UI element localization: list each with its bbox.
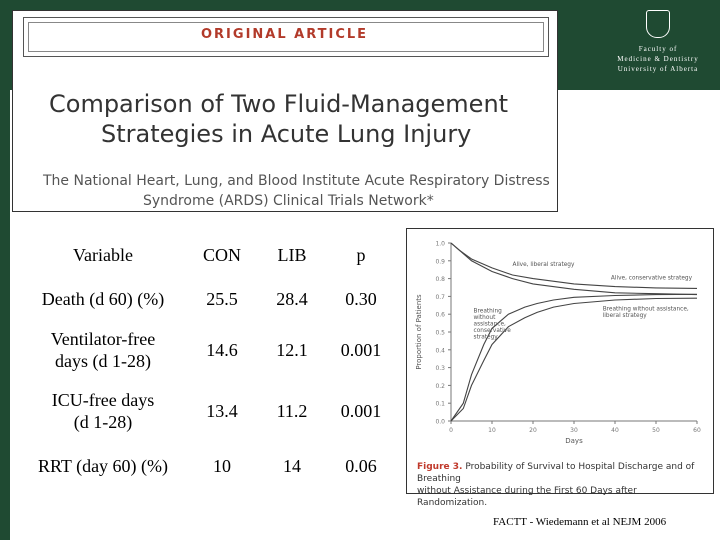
cell-variable: RRT (day 60) (%) [37, 456, 169, 476]
series-annotation: Alive, liberal strategy [512, 262, 575, 269]
series-annotation: assistance, [473, 321, 506, 328]
cell-variable-line: (d 1-28) [73, 412, 133, 432]
article-title-line: Strategies in Acute Lung Injury [101, 120, 472, 148]
university-logo [608, 10, 708, 82]
figure-caption-text: Probability of Survival to Hospital Discharge and of Breathing [417, 462, 695, 484]
article-subtitle [43, 171, 553, 211]
figure-caption-text: without Assistance during the First 60 Days after Randomization. [417, 486, 637, 508]
series-annotation: Breathing [473, 308, 502, 315]
series-annotation: Breathing without assistance, [602, 306, 689, 313]
figure-caption [417, 461, 707, 509]
series-annotation: without [473, 314, 496, 321]
cell-lib: 12.1 [276, 339, 308, 360]
cell-variable-line: days (d 1-28) [55, 351, 151, 371]
table-row [18, 284, 394, 314]
cell-lib: 11.2 [276, 400, 308, 421]
article-subtitle-line: Syndrome (ARDS) Clinical Trials Network* [143, 193, 434, 209]
cell-con: 10 [213, 455, 231, 476]
cell-lib: 14 [283, 455, 301, 476]
survival-chart [406, 228, 714, 508]
logo-line: Faculty of [638, 45, 678, 53]
y-tick-label: 0.2 [435, 382, 445, 390]
article-subtitle-line: The National Heart, Lung, and Blood Institute Acute Respiratory Distress [43, 173, 550, 189]
y-tick-label: 0.8 [435, 276, 445, 284]
y-tick-label: 0.7 [435, 293, 445, 301]
cell-variable [18, 386, 188, 436]
series-annotation: Alive, conservative strategy [610, 275, 693, 282]
cell-variable-line: Ventilator-free [50, 329, 156, 349]
y-tick-label: 0.6 [435, 311, 445, 319]
article-title-line: Comparison of Two Fluid-Management [49, 90, 509, 118]
logo-line: University of Alberta [617, 65, 699, 73]
y-tick-label: 0.4 [435, 347, 445, 355]
table-row [18, 386, 394, 436]
header-variable: Variable [73, 244, 133, 265]
y-tick-label: 0.3 [435, 365, 445, 373]
y-axis-label: Proportion of Patients [415, 294, 423, 370]
y-tick-label: 1.0 [435, 240, 445, 248]
cell-variable [18, 314, 188, 386]
cell-lib: 28.4 [276, 288, 308, 309]
cell-con: 13.4 [206, 400, 238, 421]
x-axis-label: Days [565, 437, 583, 445]
figure-caption-label: Figure 3. [417, 462, 463, 472]
header-p: p [356, 244, 366, 265]
article-title [49, 89, 549, 149]
series-annotation: conservative [473, 327, 511, 334]
x-tick-label: 20 [529, 427, 537, 434]
table-row [18, 436, 394, 496]
cell-p: 0.001 [340, 339, 382, 360]
table-row [18, 314, 394, 386]
original-article-label: ORIGINAL ARTICLE [201, 27, 369, 42]
x-tick-label: 50 [652, 427, 660, 434]
series-line [451, 243, 697, 295]
logo-line: Medicine & Dentistry [617, 55, 699, 63]
series-annotation: liberal strategy [602, 313, 647, 320]
article-header-image [12, 10, 558, 212]
x-tick-label: 10 [488, 427, 496, 434]
x-tick-label: 60 [693, 427, 701, 434]
cell-con: 25.5 [206, 288, 238, 309]
citation: FACTT - Wiedemann et al NEJM 2006 [493, 516, 667, 528]
y-tick-label: 0.1 [435, 400, 445, 408]
left-strip [0, 90, 10, 540]
cell-variable: Death (d 60) (%) [41, 289, 165, 309]
table-header-row [18, 226, 394, 284]
y-tick-label: 0.5 [435, 329, 445, 337]
survival-chart-svg [407, 229, 713, 457]
cell-p: 0.30 [345, 288, 377, 309]
x-tick-label: 40 [611, 427, 619, 434]
cell-variable-line: ICU-free days [51, 390, 155, 410]
cell-p: 0.06 [345, 455, 377, 476]
header-lib: LIB [277, 244, 307, 265]
results-table [18, 226, 394, 496]
x-tick-label: 0 [449, 427, 453, 434]
header-con: CON [202, 244, 241, 265]
y-tick-label: 0.9 [435, 258, 445, 266]
x-tick-label: 30 [570, 427, 578, 434]
cell-con: 14.6 [206, 339, 238, 360]
series-annotation: strategy [473, 334, 498, 341]
y-tick-label: 0.0 [435, 418, 445, 426]
cell-p: 0.001 [340, 400, 382, 421]
crest-icon [646, 10, 670, 38]
